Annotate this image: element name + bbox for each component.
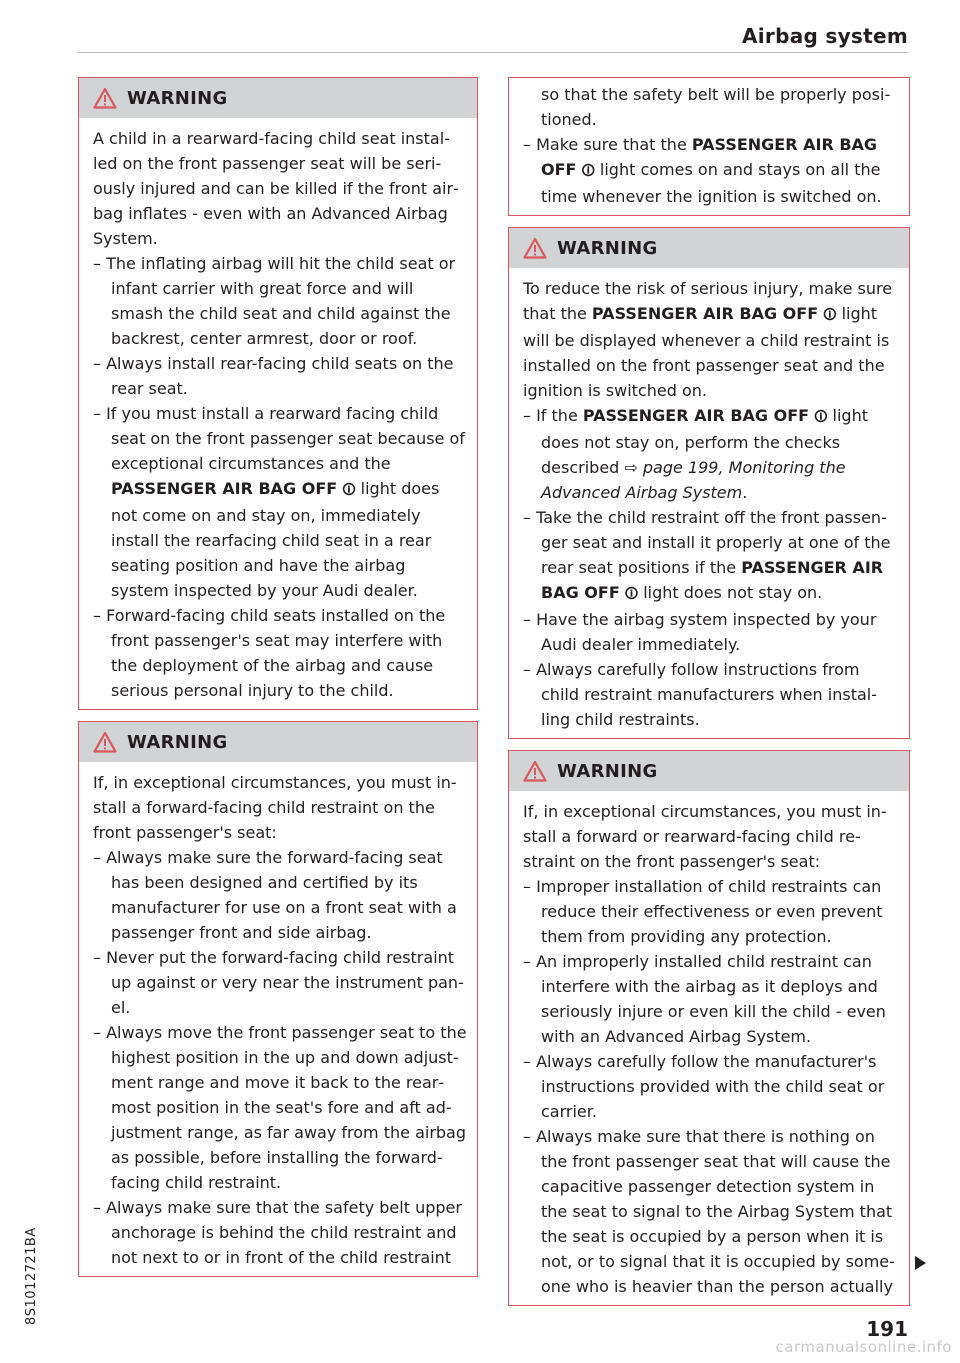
- list-item: – Always move the front passenger seat to the highest position in the up and down adjustment range and move it back to the rearmost position in the seat's fore and aft adjustment range, as far away from the airbag as possible, before installing the forwardfacing child restraint.: [93, 1023, 467, 1192]
- warning-intro: If, in exceptional circumstances, you must install a forward-facing child restraint on the front passenger's seat:: [93, 773, 457, 842]
- passenger-airbag-off-icon: 🛈: [814, 410, 828, 425]
- list-item: – Always make sure that the safety belt upper anchorage is behind the child restraint and not next to or in front of the child restraint: [93, 1198, 462, 1267]
- warning-header: [509, 228, 909, 268]
- warning-triangle-icon: [93, 731, 117, 753]
- warning-header: [79, 722, 477, 762]
- warning-body: [509, 791, 909, 1305]
- warning-body: [509, 78, 909, 215]
- warning-triangle-icon: [523, 237, 547, 259]
- warning-label: WARNING: [557, 237, 658, 259]
- list-item: – Have the airbag system inspected by your Audi dealer immediately.: [523, 610, 877, 654]
- passenger-airbag-off-icon: 🛈: [624, 587, 639, 602]
- list-item: – Always make sure that there is nothing on the front passenger seat that will cause the capacitive passenger detection system in the seat to signal to the Airbag System that the seat is occupied by a person when it is not, or to signal that it is occupied by someone who is heavier than the person actually: [523, 1127, 895, 1296]
- warning-intro: If, in exceptional circumstances, you must install a forward or rearward-facing child restraint on the front passenger's seat:: [523, 802, 887, 871]
- warning-box: [78, 77, 478, 710]
- warning-box: [508, 227, 910, 739]
- list-item: – Improper installation of child restraints can reduce their effectiveness or even prevent them from providing any protection.: [523, 877, 883, 946]
- warning-body: [509, 268, 909, 738]
- list-item: – If the PASSENGER AIR BAG OFF 🛈 light does not stay on, perform the checks described ⇨ page 199, Monitoring the Advanced Airbag System.: [523, 406, 868, 502]
- warning-header: [79, 78, 477, 118]
- warning-label: WARNING: [127, 87, 228, 109]
- list-item: – Always make sure the forward-facing seat has been designed and certified by its manufacturer for use on a front seat with a passenger front and side airbag.: [93, 848, 457, 942]
- list-item: – Take the child restraint off the front passenger seat and install it properly at one of the rear seat positions if the PASSENGER AIR BAG OFF 🛈 light does not stay on.: [523, 508, 891, 602]
- warning-triangle-icon: [523, 760, 547, 782]
- list-item: – Always carefully follow instructions from child restraint manufacturers when installing child restraints.: [523, 660, 877, 729]
- list-item: – An improperly installed child restraint can interfere with the airbag as it deploys and seriously injure or even kill the child - even with an Advanced Airbag System.: [523, 952, 886, 1046]
- list-item: – Always carefully follow the manufacturer's instructions provided with the child seat or carrier.: [523, 1052, 885, 1121]
- warning-label: WARNING: [557, 760, 658, 782]
- warning-triangle-icon: [93, 87, 117, 109]
- left-column: [78, 77, 478, 1288]
- page-reference-link[interactable]: ⇨ page 199, Monitoring the Advanced Airbag System: [541, 458, 846, 502]
- warning-intro: A child in a rearward-facing child seat installed on the front passenger seat will be seriously injured and can be killed if the front airbag inflates - even with an Advanced Airbag System.: [93, 129, 459, 248]
- warning-label: WARNING: [127, 731, 228, 753]
- list-item: – Always install rear-facing child seats on the rear seat.: [93, 354, 454, 398]
- warning-body: [79, 118, 477, 709]
- continue-arrow-icon: [915, 1256, 926, 1270]
- passenger-airbag-off-icon: 🛈: [342, 483, 356, 498]
- list-item: – Never put the forward-facing child restraint up against or very near the instrument panel.: [93, 948, 464, 1017]
- passenger-airbag-off-icon: 🛈: [581, 164, 595, 179]
- warning-box-continued: [508, 77, 910, 216]
- warning-intro: To reduce the risk of serious injury, make sure that the PASSENGER AIR BAG OFF 🛈 light will be displayed whenever a child restraint is installed on the front passenger seat and the ignition is switched on.: [523, 279, 893, 400]
- list-item: – The inflating airbag will hit the child seat or infant carrier with great force and will smash the child seat and child against the backrest, center armrest, door or roof.: [93, 254, 456, 348]
- header-divider: [78, 52, 908, 53]
- warning-header: [509, 751, 909, 791]
- warning-box: [78, 721, 478, 1277]
- list-item: – If you must install a rearward facing child seat on the front passenger seat because of exceptional circumstances and the PASSENGER AIR BAG OFF 🛈 light does not come on and stay on, immediately install the rearfacing child seat in a rear seating position and have the airbag system inspected by your Audi dealer.: [93, 404, 465, 600]
- warning-box: [508, 750, 910, 1306]
- warning-body: [79, 762, 477, 1276]
- list-item: – Make sure that the PASSENGER AIR BAG OFF 🛈 light comes on and stays on all the time whenever the ignition is switched on.: [523, 135, 882, 206]
- passenger-airbag-off-icon: 🛈: [823, 308, 837, 323]
- document-code: 8S1012721BA: [24, 1227, 39, 1325]
- watermark: carmanualsonline.info: [775, 1338, 952, 1356]
- section-title: Airbag system: [742, 24, 908, 48]
- page-number: 191: [866, 1317, 908, 1341]
- list-item: – Forward-facing child seats installed on the front passenger's seat may interfere with the deployment of the airbag and cause serious personal injury to the child.: [93, 606, 446, 700]
- continued-text: so that the safety belt will be properly positioned.: [541, 85, 891, 129]
- right-column: [508, 77, 910, 1317]
